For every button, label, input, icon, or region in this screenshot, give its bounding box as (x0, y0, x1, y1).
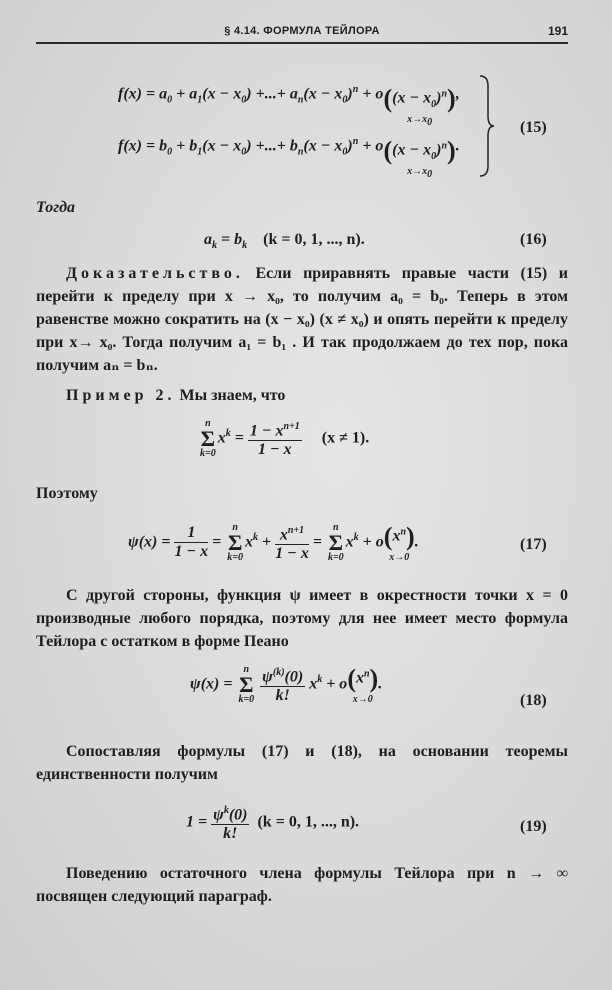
example-line (36, 384, 568, 407)
eq-number-19: (19) (520, 818, 547, 835)
formula-19: 1 = $\frac{\psi^k(0)}{k!}$ (k = 0, 1, ..., n). (186, 802, 359, 843)
running-header (36, 22, 568, 44)
system-brace (476, 72, 496, 180)
formula-16: $a_k = b_k$ (k = 0, 1, ..., n). (204, 231, 365, 252)
formula-18: ψ(x) = n Σ k=0 $\frac{\psi^{(k)}(0)}{k!}$ $x^k + o(x^n)$ x→0 . (190, 663, 383, 705)
proof-text: Если приравнять правые части (15) и перейти к пределу при x → x₀, то получим a₀ = b₀. Теперь в этом равенстве можно сократить на (x − x₀) (x ≠ x₀) и опять перейти к пределу при x→ x₀. Тогда получим a₁ = b₁ . И так продолжаем до тех пор, пока получим aₙ = bₙ. (36, 265, 569, 374)
formula-17: ψ(x) = $\frac{1}{1 - x}$ = n Σ k=0 $x^k$ + $\frac{x^{n+1}}{1 - x}$ = n Σ k=0 $x^k + o(x^n)$ x→0 . (128, 521, 419, 563)
word-togda: Тогда (36, 199, 76, 216)
header-title: § 4.14. ФОРМУЛА ТЕЙЛОРА (224, 25, 380, 37)
sum-condition: (x ≠ 1). (321, 429, 370, 447)
paragraph-peano: С другой стороны, функция ψ имеет в окрестности точки x = 0 производные любого порядка, поэтому для нее имеет место формула Тейлора с остатком в форме Пеано (36, 587, 568, 650)
paragraph-compare: Сопоставляя формулы (17) и (18), на основании теоремы единственности получим (36, 743, 568, 783)
formula-15-line-1: $f(x) = a_0 + a_1(x - x_0)$ +...+ $a_n(x - x_0)^n + o((x - x_0)^n)$ $x\to x_0$ , (118, 84, 460, 128)
proof-paragraph (36, 262, 568, 377)
paragraph-final: Поведению остаточного члена формулы Тейлора при n → ∞ посвящен следующий параграф. (36, 865, 568, 905)
page-number: 191 (547, 24, 568, 38)
word-poetomu: Поэтому (36, 485, 98, 502)
proof-lead: Доказательство. (66, 265, 244, 282)
formula-geometric-sum: n Σ k=0 $x^k$ = $\frac{1 - x^{n+1}}{1 - x}$ (x ≠ 1). (200, 417, 370, 459)
example-lead: Пример 2. (66, 387, 176, 404)
example-text: Мы знаем, что (179, 387, 286, 404)
eq-number-17: (17) (520, 536, 547, 553)
eq-number-16: (16) (520, 231, 547, 248)
eq-number-15: (15) (520, 119, 547, 136)
formula-15-line-2: $f(x) = b_0 + b_1(x - x_0)$ +...+ $b_n(x - x_0)^n + o((x - x_0)^n)$ $x\to x_0$ . (118, 136, 460, 180)
eq-number-18: (18) (520, 692, 547, 709)
